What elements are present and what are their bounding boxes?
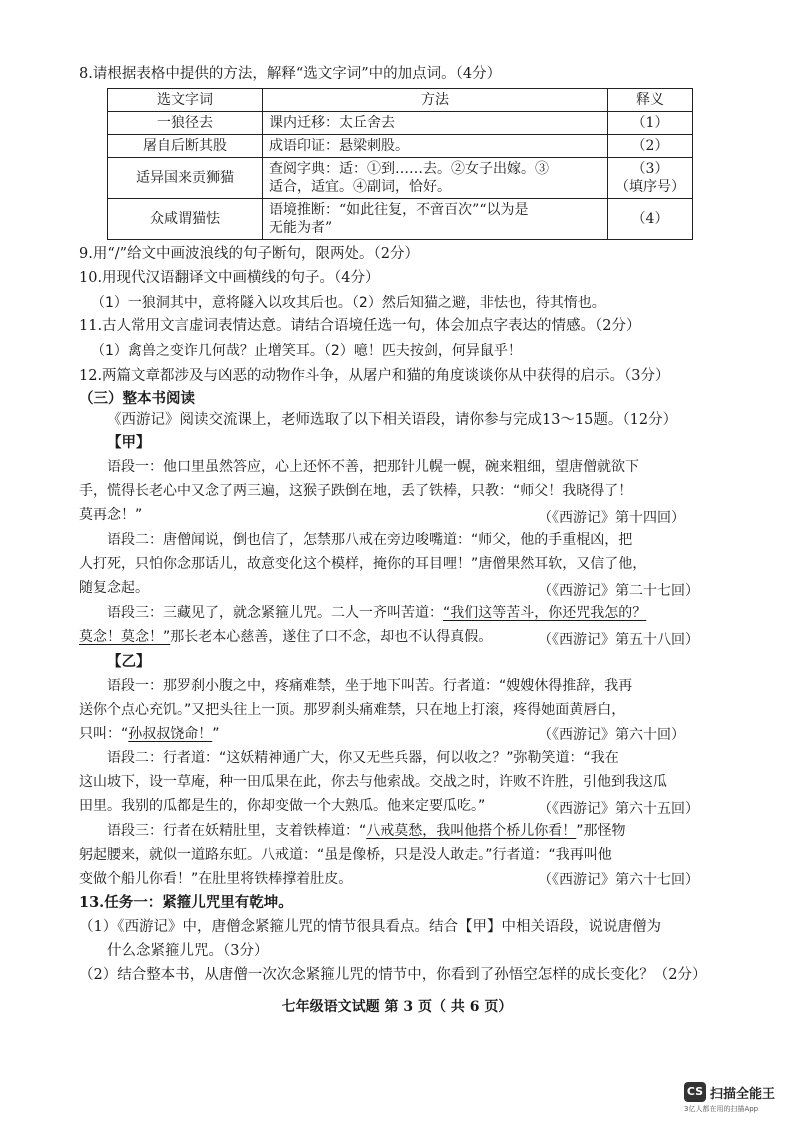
table-cell-meaning: （4）	[608, 199, 693, 240]
table-row	[108, 158, 693, 199]
passage-line: 语段一：他口里虽然答应，心上还怀不善，把那针儿幌一幌，碗来粗细，望唐僧就欲下	[107, 459, 639, 475]
question-11-sentences: （1）禽兽之变诈几何哉？止增笑耳。（2）噫！匹夫按剑，何异鼠乎！	[91, 343, 522, 359]
passage-line	[79, 724, 220, 744]
passage-line: 语段二：唐僧闻说，倒也信了，怎禁那八戒在旁边唆嘴道：“师父，他的手重棍凶，把	[107, 532, 633, 548]
cs-logo-icon: CS	[684, 1082, 706, 1102]
passage-line: 躬起腰来，就似一道路东虹。八戒道：“虽是像桥，只是没人敢走。”行者道：“我再叫他	[79, 847, 612, 863]
part-jia-label: 【甲】	[107, 434, 151, 451]
passage-text: 那长老本心慈善，遂住了口不念，却也不认得真假。	[170, 629, 493, 645]
underlined-quote: 孙叔叔饶命！	[128, 726, 213, 742]
passage-line: 田里。我别的瓜都是生的，你却变做一个大熟瓜。他来定要瓜吃。”	[79, 798, 486, 814]
passage-text: 语段三：行者在妖精肚里，支着铁棒道：“	[107, 823, 367, 839]
table-cell-word: 一狼径去	[108, 112, 263, 135]
table-cell-method	[263, 158, 608, 199]
table-header-row	[108, 89, 693, 112]
section-title: （三）整本书阅读	[79, 390, 195, 407]
page-footer: 七年级语文试题 第 3 页（ 共 6 页）	[281, 999, 513, 1015]
scanner-watermark	[684, 1080, 794, 1120]
passage-line: 语段一：那罗刹小腹之中，疼痛难禁，坐于地下叫苦。行者道：“嫂嫂休得推辞，我再	[107, 678, 633, 694]
question-11: 11.古人常用文言虚词表情达意。请结合语境任选一句，体会加点字表达的情感。（2分）	[79, 318, 641, 334]
question-9: 9.用“/”给文中画波浪线的句子断句，限两处。（2分）	[79, 246, 420, 262]
method-line: 适合，适宜。④副词，恰好。	[269, 179, 451, 195]
table-header: 选文字词	[108, 89, 263, 112]
table-row	[108, 112, 693, 135]
table-cell-word: 适异国来贡狮猫	[108, 158, 263, 199]
watermark-tagline: 3亿人都在用的扫描App	[684, 1105, 759, 1113]
source-citation: （《西游记》第五十八回）	[538, 632, 699, 648]
passage-line: 手，慌得长老心中又念了两三遍，这猴子跌倒在地，丢了铁棒，只教：“师父！我晓得了！	[79, 483, 633, 499]
passage-text: ”	[212, 726, 220, 742]
table-cell-word: 屠自后断其股	[108, 135, 263, 158]
table-row	[108, 135, 693, 158]
meaning-line: （填序号）	[615, 179, 685, 195]
source-citation: （《西游记》第六十七回）	[538, 872, 699, 888]
question-13-2: （2）结合整本书，从唐僧一次次念紧箍儿咒的情节中，你看到了孙悟空怎样的成长变化？（2分）	[79, 967, 707, 983]
passage-line	[79, 627, 492, 647]
table-header: 方法	[263, 89, 608, 112]
passage-line: 随复念起。	[79, 580, 149, 596]
passage-line	[107, 821, 626, 841]
table-cell-method: 课内迁移：太丘舍去	[263, 112, 608, 135]
underlined-quote: “我们这等苦斗，你还咒我怎的？	[443, 605, 647, 621]
table-cell-word: 众咸谓猫怯	[108, 199, 263, 240]
passage-line: 变做个船儿你看！”在肚里将铁棒撑着肚皮。	[79, 871, 353, 887]
table-cell-meaning: （1）	[608, 112, 693, 135]
passage-line: 语段二：行者道：“这妖精神通广大，你又无些兵器，何以收之？”弥勒笑道：“我在	[107, 750, 619, 766]
underlined-quote: 莫念！莫念！”	[79, 629, 171, 645]
table-cell-method: 成语印证：悬梁刺股。	[263, 135, 608, 158]
section-intro: 《西游记》阅读交流课上，老师选取了以下相关语段，请你参与完成13～15题。（12分）	[107, 412, 678, 428]
table-cell-meaning: （2）	[608, 135, 693, 158]
passage-line: 莫再念！”	[79, 507, 143, 523]
meaning-line: （3）	[631, 161, 669, 177]
passage-line: 这山坡下，设一草庵，种一田瓜果在此，你去与他索战。交战之时，许败不许胜，引他到我这瓜	[79, 774, 667, 790]
method-line: 查阅字典：适：①到……去。②女子出嫁。③	[269, 161, 549, 177]
table-cell-meaning	[608, 158, 693, 199]
table-header: 释义	[608, 89, 693, 112]
passage-text: 只叫：“	[79, 726, 129, 742]
question-13-title: 13.任务一：紧箍儿咒里有乾坤。	[79, 894, 293, 911]
watermark-name: 扫描全能王	[710, 1087, 776, 1102]
question-8: 8.请根据表格中提供的方法，解释“选文字词”中的加点词。（4分）	[79, 66, 502, 82]
passage-line: 人打死，只怕你念那话儿，故意变化这个模样，掩你的耳目哩！”唐僧果然耳软，又信了他，	[79, 556, 647, 572]
question-13-1-cont: 什么念紧箍儿咒。（3分）	[107, 943, 269, 959]
source-citation: （《西游记》第二十七回）	[538, 583, 699, 599]
table-row	[108, 199, 693, 240]
passage-line: 送你个点心充饥。”又把头往上一顶。那罗刹头痛难禁，只在地上打滚，疼得她面黄唇白，	[79, 702, 626, 718]
part-yi-label: 【乙】	[107, 653, 151, 670]
question-10-sentences: （1）一狼洞其中，意将隧入以攻其后也。（2）然后知猫之避，非怯也，待其惰也。	[91, 295, 606, 311]
method-line: 语境推断：“如此往复，不啻百次”“以为是	[269, 202, 529, 218]
passage-line	[107, 603, 646, 623]
table-cell-method	[263, 199, 608, 240]
source-citation: （《西游记》第十四回）	[538, 510, 685, 526]
question-13-1: （1）《西游记》中，唐僧念紧箍儿咒的情节很具看点。结合【甲】中相关语段，说说唐僧为	[79, 919, 661, 935]
passage-text: ”那怪物	[576, 823, 626, 839]
underlined-quote: 八戒莫愁，我叫他搭个桥儿你看！	[366, 823, 577, 839]
source-citation: （《西游记》第六十五回）	[538, 801, 699, 817]
source-citation: （《西游记》第六十回）	[538, 727, 685, 743]
question-10: 10.用现代汉语翻译文中画横线的句子。（4分）	[79, 270, 380, 286]
question-12: 12.两篇文章都涉及与凶恶的动物作斗争，从屠户和猫的角度谈谈你从中获得的启示。（3分）	[79, 368, 670, 384]
method-line: 无能为者”	[269, 220, 333, 236]
method-table	[107, 88, 693, 240]
passage-text: 语段三：三藏见了，就念紧箍儿咒。二人一齐叫苦道：	[107, 605, 443, 621]
